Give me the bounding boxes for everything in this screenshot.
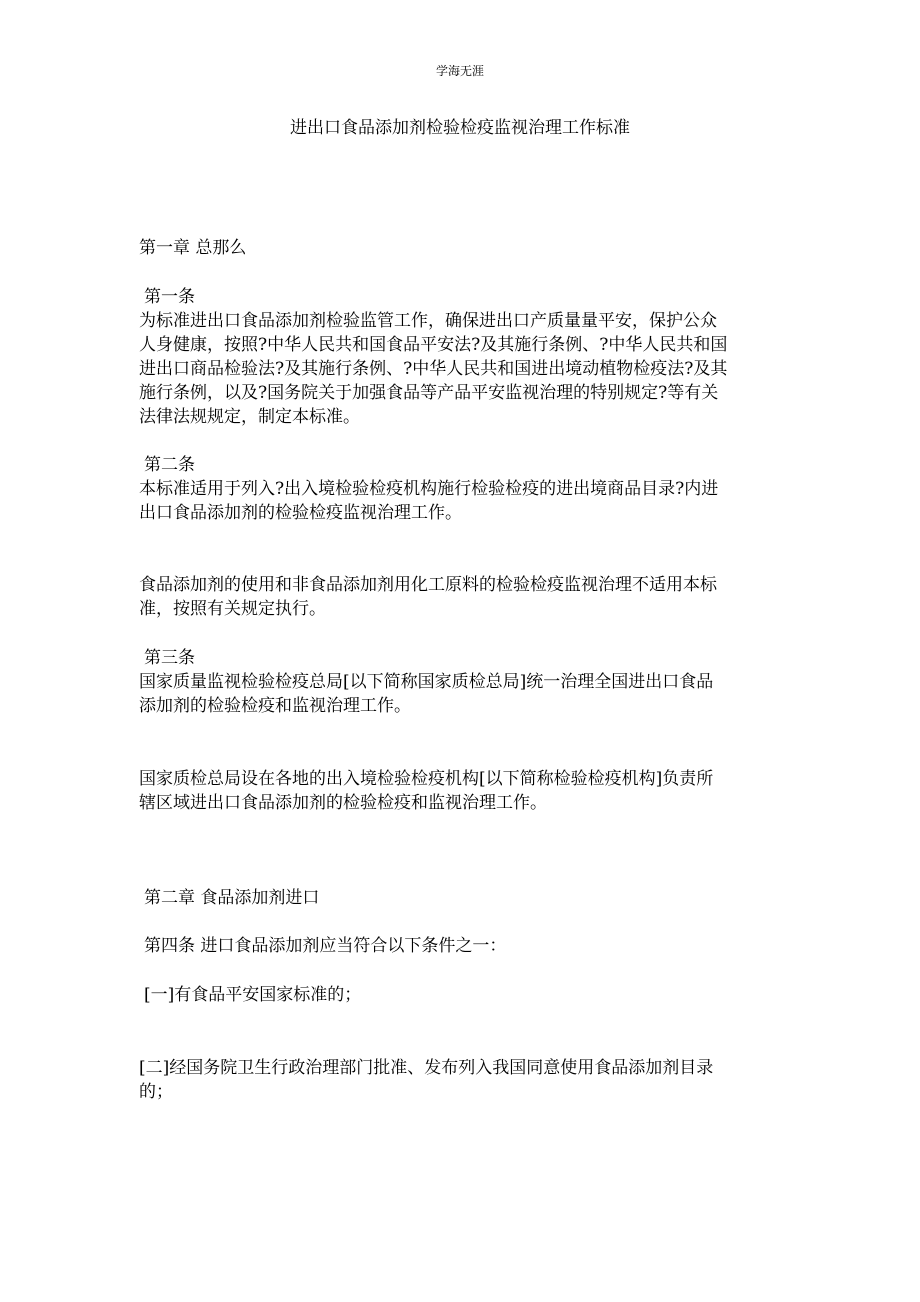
chapter-2-heading-text: 第二章 食品添加剂进口 [144, 888, 320, 908]
chapter-2-heading [139, 886, 779, 910]
article-4-item-2 [139, 1056, 779, 1104]
article-1-line: 为标准进出口食品添加剂检验监管工作，确保进出口产质量量平安，保护公众 [139, 311, 717, 331]
article-2-extra-line: 食品添加剂的使用和非食品添加剂用化工原料的检验检疫监视治理不适用本标 [139, 575, 717, 595]
article-3-paragraph-2 [139, 767, 779, 815]
article-2 [139, 453, 779, 525]
article-3-line: 国家质量监视检验检疫总局[以下简称国家质检总局]统一治理全国进出口食品 [139, 672, 714, 692]
article-4-item-1-text: [一]有食品平安国家标准的； [144, 985, 362, 1005]
article-1-line: 施行条例，以及?国务院关于加强食品等产品平安监视治理的特别规定?等有关 [139, 383, 719, 403]
article-4-heading-text: 第四条 进口食品添加剂应当符合以下条件之一： [144, 936, 507, 956]
article-4-item-1 [139, 983, 779, 1007]
page-header: 学海无涯 [435, 64, 484, 78]
article-2-line: 出口食品添加剂的检验检疫监视治理工作。 [139, 503, 462, 523]
article-1-line: 进出口商品检验法?及其施行条例、?中华人民共和国进出境动植物检疫法?及其 [139, 359, 728, 379]
article-1-label: 第一条 [144, 287, 195, 307]
article-3-label: 第三条 [144, 648, 195, 668]
article-1-line: 人身健康，按照?中华人民共和国食品平安法?及其施行条例、?中华人民共和国 [139, 335, 728, 355]
article-1-line: 法律法规规定，制定本标准。 [139, 407, 360, 427]
chapter-1-heading-text: 第一章 总那么 [139, 238, 247, 258]
article-2-label: 第二条 [144, 455, 195, 475]
chapter-1-heading [139, 236, 779, 260]
article-4-item-2-line: 的； [139, 1082, 173, 1102]
article-2-paragraph-2 [139, 573, 779, 621]
article-3-extra-line: 国家质检总局设在各地的出入境检验检疫机构[以下简称检验检疫机构]负责所 [139, 769, 714, 789]
article-3-extra-line: 辖区域进出口食品添加剂的检验检疫和监视治理工作。 [139, 793, 547, 813]
article-2-line: 本标准适用于列入?出入境检验检疫机构施行检验检疫的进出境商品目录?内进 [139, 479, 719, 499]
document-title: 进出口食品添加剂检验检疫监视治理工作标准 [290, 118, 630, 138]
article-4-heading [139, 934, 779, 958]
article-3-line: 添加剂的检验检疫和监视治理工作。 [139, 696, 411, 716]
article-2-extra-line: 准，按照有关规定执行。 [139, 599, 326, 619]
article-3 [139, 646, 779, 718]
article-1 [139, 285, 779, 429]
article-4-item-2-line: [二]经国务院卫生行政治理部门批准、发布列入我国同意使用食品添加剂目录 [139, 1058, 714, 1078]
